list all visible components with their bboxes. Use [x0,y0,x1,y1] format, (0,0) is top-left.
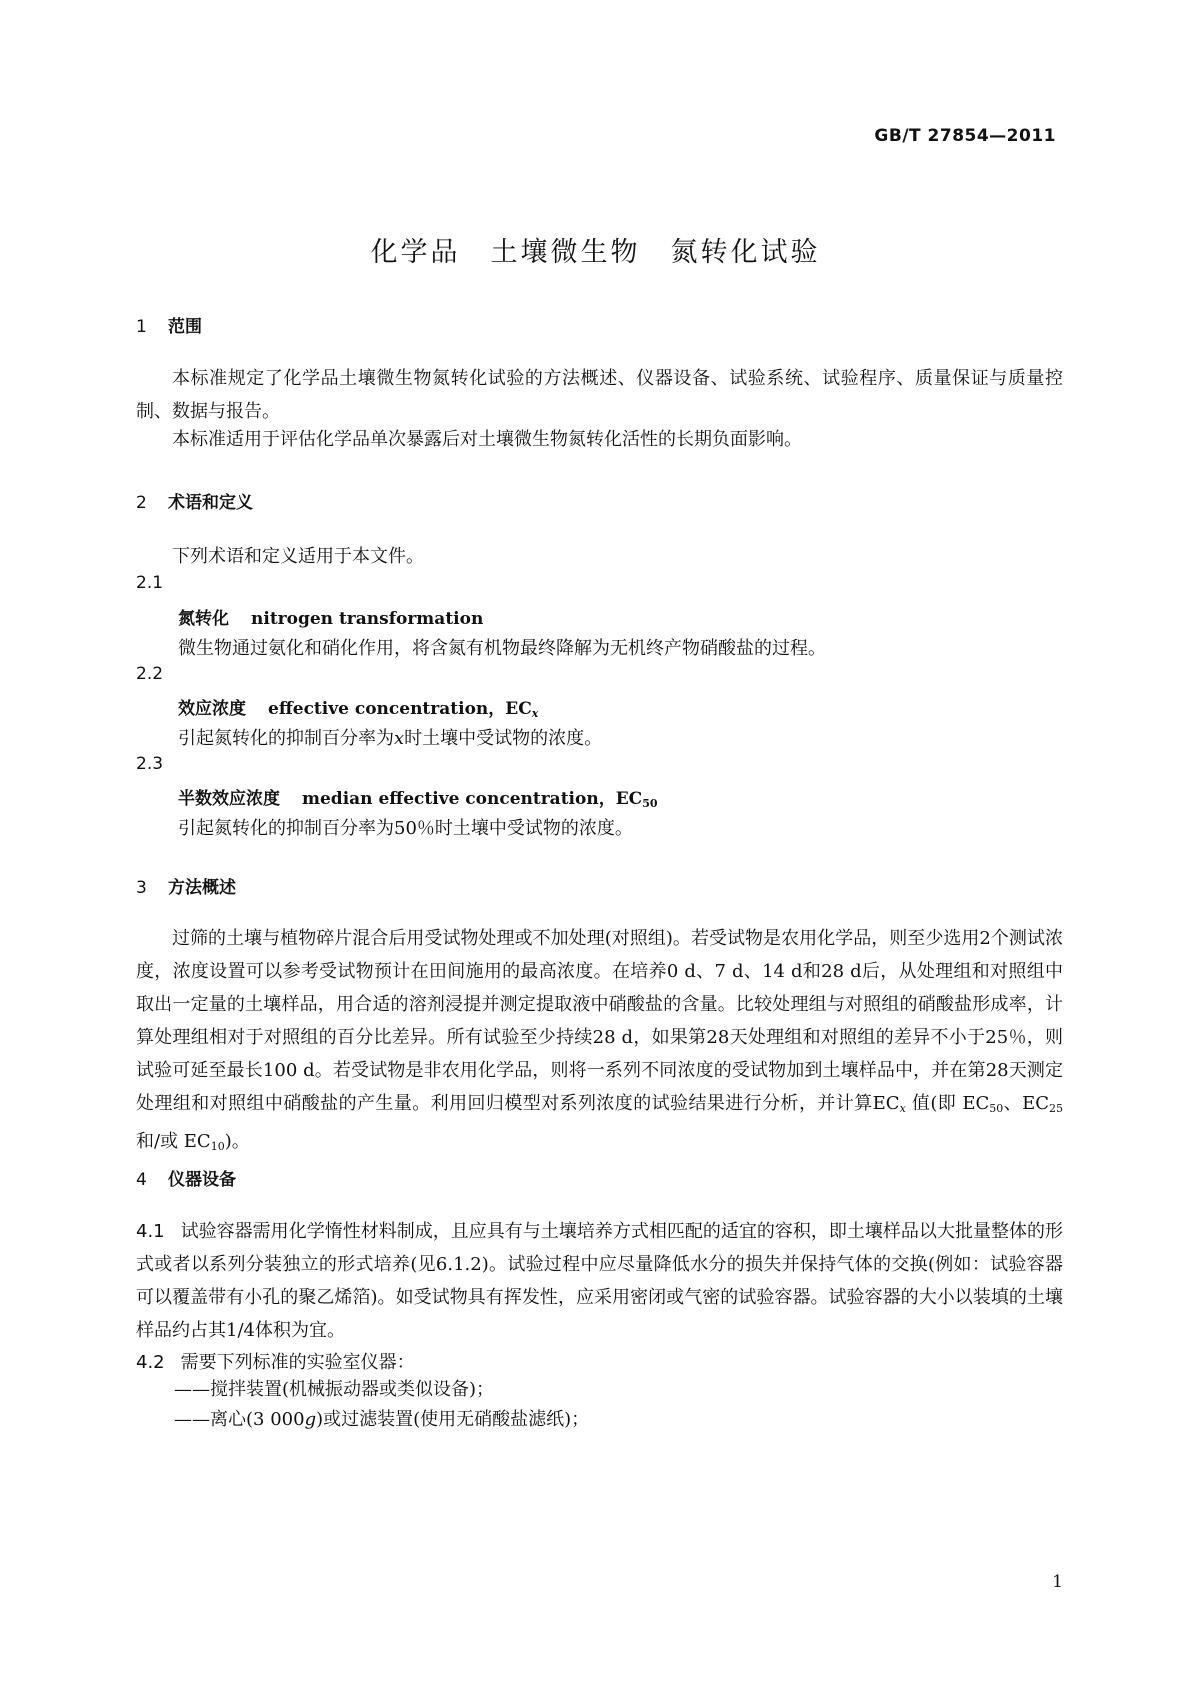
term-2-1 [178,604,483,629]
list-item-stirring-device: ——搅拌装置(机械振动器或类似设备)； [174,1379,495,1400]
term-chinese: 效应浓度 [178,699,246,719]
term-2-3-definition: 引起氮转化的抑制百分率为50％时土壤中受试物的浓度。 [178,818,633,839]
term-chinese: 半数效应浓度 [178,789,280,809]
section-2-intro: 下列术语和定义适用于本文件。 [172,546,424,567]
section-number: 1 [136,317,147,337]
section-title: 范围 [168,317,202,337]
term-english: effective concentration，$EC_x$ [268,699,539,720]
section-4-heading [136,1165,236,1190]
section-title: 仪器设备 [168,1170,236,1190]
term-2-3 [178,784,658,810]
clause-2-1-number: 2.1 [136,573,164,593]
clause-number: 4.1 [136,1221,165,1242]
section-number: 4 [136,1170,147,1190]
section-title: 术语和定义 [168,493,253,513]
term-english: median effective concentration，$EC_{50}$ [302,789,658,810]
section-number: 3 [136,878,147,898]
section-3-heading [136,873,236,898]
list-item-centrifuge: ——离心(3 000g)或过滤装置(使用无硝酸盐滤纸)； [174,1409,590,1430]
clause-number: 4.2 [136,1352,165,1373]
term-2-2 [178,694,538,720]
term-english: nitrogen transformation [251,609,484,629]
section-2-heading [136,488,253,513]
section-title: 方法概述 [168,878,236,898]
term-2-2-definition: 引起氮转化的抑制百分率为x时土壤中受试物的浓度。 [178,728,603,749]
page-title: 化学品 土壤微生物 氮转化试验 [370,237,821,268]
section-1-paragraph-2: 本标准适用于评估化学品单次暴露后对土壤微生物氮转化活性的长期负面影响。 [172,429,802,450]
section-1-paragraph-1: 本标准规定了化学品土壤微生物氮转化试验的方法概述、仪器设备、试验系统、试验程序、质量保证与质量控制、数据与报告。 [136,368,1063,422]
clause-4-1: 4.1 试验容器需用化学惰性材料制成，且应具有与土壤培养方式相匹配的适宜的容积，即土壤样品以大批量整体的形式或者以系列分装独立的形式培养(见6.1.2)。试验过程中应尽量降低水分的损失并保持气体的交换(例如：试验容器可以覆盖带有小孔的聚乙烯箔)。如受试物具有挥发性，应采用密闭或气密的试验容器。试验容器的大小以装填的土壤样品约占其1/4体积为宜。 [136,1221,1063,1341]
term-2-1-definition: 微生物通过氨化和硝化作用，将含氮有机物最终降解为无机终产物硝酸盐的过程。 [178,638,826,659]
clause-2-3-number: 2.3 [136,754,164,774]
clause-4-2: 4.2 需要下列标准的实验室仪器： [136,1352,415,1373]
section-3-paragraph: 过筛的土壤与植物碎片混合后用受试物处理或不加处理(对照组)。若受试物是农用化学品，则至少选用2个测试浓度，浓度设置可以参考受试物预计在田间施用的最高浓度。在培养0 d、7 d、14 d和28 d后，从处理组和对照组中取出一定量的土壤样品，用合适的溶剂浸提并测定提取液中硝酸盐的含量。比较处理组与对照组的硝酸盐形成率，计算处理组相对于对照组的百分比差异。所有试验至少持续28 d，如果第28天处理组和对照组的差异不小于25％，则试验可延至最长100 d。若受试物是非农用化学品，则将一系列不同浓度的受试物加到土壤样品中，并在第28天测定处理组和对照组中硝酸盐的产生量。利用回归模型对系列浓度的试验结果进行分析，并计算$EC_x$ 值(即 $EC_{50}$、$EC_{25}$和/或 $EC_{10}$)。 [136,928,1064,1153]
clause-2-2-number: 2.2 [136,664,164,684]
section-1-heading [136,312,202,337]
term-chinese: 氮转化 [178,609,229,629]
standard-number: GB/T 27854—2011 [874,126,1056,146]
page-number: 1 [1052,1572,1063,1592]
section-number: 2 [136,493,147,513]
